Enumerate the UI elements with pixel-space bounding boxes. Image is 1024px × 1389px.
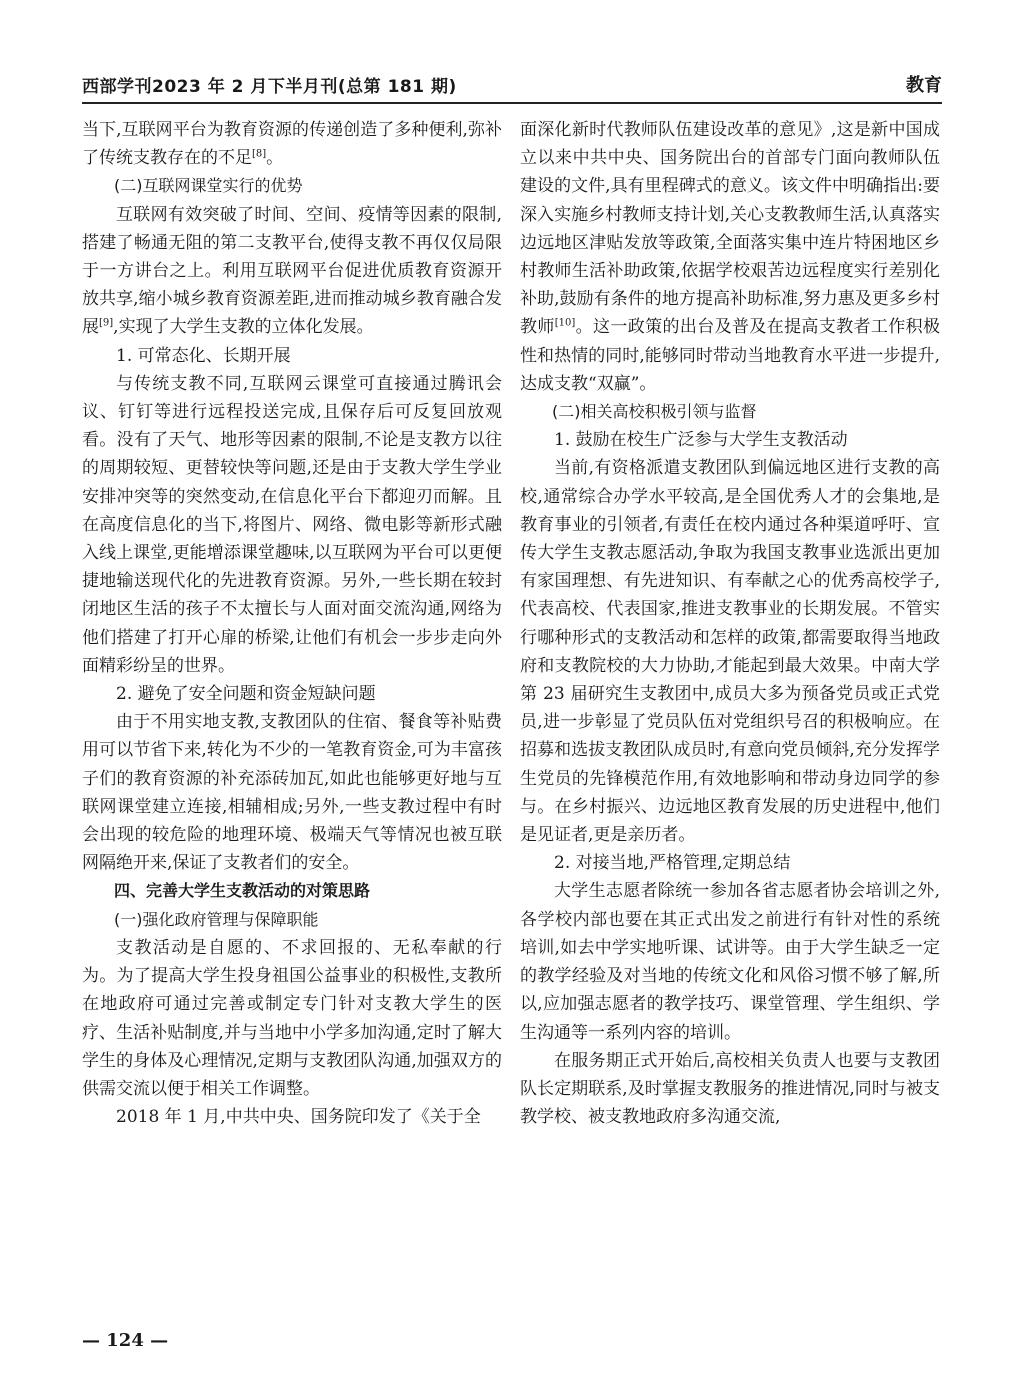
paragraph: 支教活动是自愿的、不求回报的、无私奉献的行为。为了提高大学生投身祖国公益事业的积极性,支教所在地政府可通过完善或制定专门针对支教大学生的医疗、生活补贴制度,并与当地中小学多加沟通,定时了解大学生的身体及心理情况,定期与支教团队沟通,加强双方的供需交流以便于相关工作调整。 [82,937,502,1099]
paragraph: 在服务期正式开始后,高校相关负责人也要与支教团队长定期联系,及时掌握支教服务的推进情况,同时与被支教学校、被支教地政府多沟通交流, [520,1050,940,1128]
page-number: — 124 — [82,1330,169,1351]
right-column [520,116,940,1131]
left-column [82,116,502,1131]
subsection-heading: (二)互联网课堂实行的优势 [114,176,303,196]
paragraph: 大学生志愿者除统一参加各省志愿者协会培训之外,各学校内部也要在其正式出发之前进行有针对性的系统培训,如去中学实地听课、试讲等。由于大学生缺乏一定的教学经验及对当地的传统文化和风俗习惯不够了解,所以,应加强志愿者的教学技巧、课堂管理、学生组织、学生沟通等一系列内容的培训。 [520,881,940,1043]
citation: [8] [252,148,267,160]
paragraph: 当前,有资格派遣支教团队到偏远地区进行支教的高校,通常综合办学水平较高,是全国优秀人才的会集地,是教育事业的引领者,有责任在校内通过各种渠道呼吁、宣传大学生支教志愿活动,争取为我国支教事业选派出更加有家国理想、有先进知识、有奉献之心的优秀高校学子,代表高校、代表国家,推进支教事业的长期发展。不管实行哪种形式的支教活动和怎样的政策,都需要取得当地政府和支教院校的大力协助,才能起到最大效果。中南大学第 23 届研究生支教团中,成员大多为预备党员或正式党员,进一步彰显了党员队伍对党组织号召的积极响应。在招募和选拔支教团队成员时,有意向党员倾斜,充分发挥学生党员的先锋模范作用,有效地影响和带动身边同学的参与。在乡村振兴、边远地区教育发展的历史进程中,他们是见证者,更是亲历者。 [520,458,940,846]
running-header [82,72,942,104]
journal-title: 西部学刊2023 年 2 月下半月刊(总第 181 期) [82,77,457,97]
point-heading: 2. 避免了安全问题和资金短缺问题 [116,684,376,705]
section-heading: 四、完善大学生支教活动的对策思路 [114,881,371,901]
subsection-heading: (二)相关高校积极引领与监督 [552,402,757,422]
point-heading: 1. 鼓励在校生广泛参与大学生支教活动 [554,430,848,451]
point-heading: 2. 对接当地,严格管理,定期总结 [554,853,791,874]
paragraph: 互联网有效突破了时间、空间、疫情等因素的限制,搭建了畅通无阻的第二支教平台,使得支教不再仅仅局限于一方讲台之上。利用互联网平台促进优质教育资源开放共享,缩小城乡教育资源差距,进而推动城乡教育融合发展[9],实现了大学生支教的立体化发展。 [82,204,502,338]
point-heading: 1. 可常态化、长期开展 [116,345,291,366]
citation: [9] [99,317,114,329]
section-name: 教育 [906,75,942,96]
paragraph: 与传统支教不同,互联网云课堂可直接通过腾讯会议、钉钉等进行远程投送完成,且保存后可反复回放观看。没有了天气、地形等因素的限制,不论是支教方以往的周期较短、更替较快等问题,还是由于支教大学生学业安排冲突等的突然变动,在信息化平台下都迎刃而解。且在高度信息化的当下,将图片、网络、微电影等新形式融入线上课堂,更能增添课堂趣味,以互联网为平台可以更便捷地输送现代化的先进教育资源。另外,一些长期在较封闭地区生活的孩子不太擅长与人面对面交流沟通,网络为他们搭建了打开心扉的桥梁,让他们有机会一步步走向外面精彩纷呈的世界。 [82,373,502,676]
citation: [10] [554,317,576,329]
paragraph: 2018 年 1 月,中共中央、国务院印发了《关于全 [116,1107,481,1128]
paragraph: 当下,互联网平台为教育资源的传递创造了多种便利,弥补了传统支教存在的不足[8]。 [82,120,502,169]
paragraph: 面深化新时代教师队伍建设改革的意见》,这是新中国成立以来中共中央、国务院出台的首部专门面向教师队伍建设的文件,具有里程碑式的意义。该文件中明确指出:要深入实施乡村教师支持计划,关心支教教师生活,认真落实边远地区津贴发放等政策,全面落实集中连片特困地区乡村教师生活补助政策,依据学校艰苦边远程度实行差别化补助,鼓励有条件的地方提高补助标准,努力惠及更多乡村教师[10]。这一政策的出台及普及在提高支教者工作积极性和热情的同时,能够同时带动当地教育水平进一步提升,达成支教“双赢”。 [520,120,941,394]
paragraph: 由于不用实地支教,支教团队的住宿、餐食等补贴费用可以节省下来,转化为不少的一笔教育资金,可为丰富孩子们的教育资源的补充添砖加瓦,如此也能够更好地与互联网课堂建立连接,相辅相成;另外,一些支教过程中有时会出现的较危险的地理环境、极端天气等情况也被互联网隔绝开来,保证了支教者们的安全。 [82,712,502,874]
subsection-heading: (一)强化政府管理与保障职能 [114,909,319,929]
